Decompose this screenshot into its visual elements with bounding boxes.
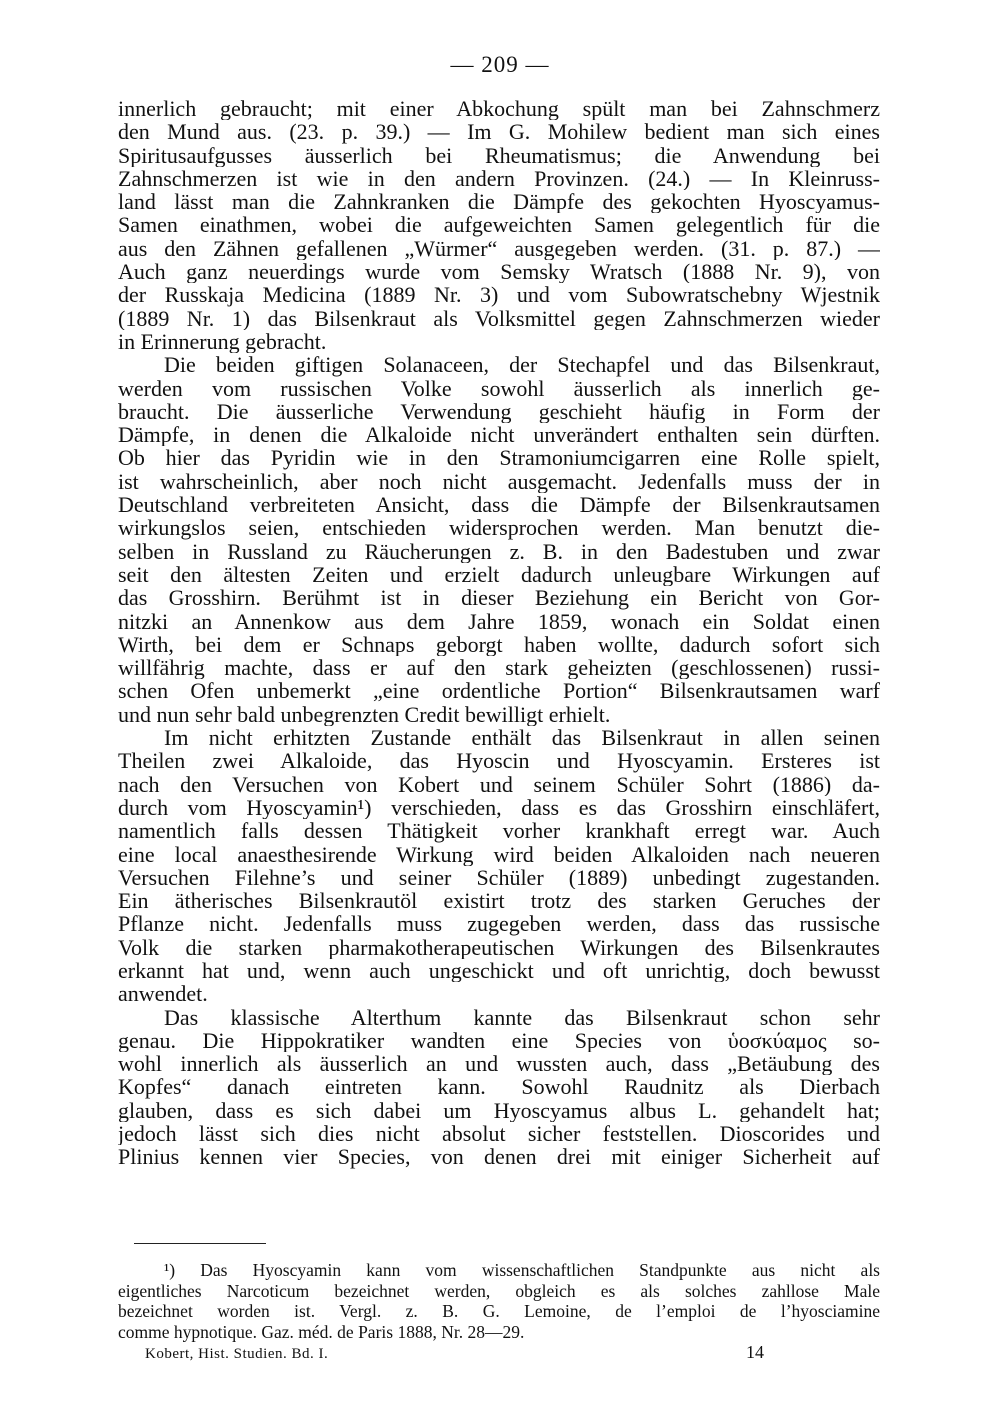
footer-sheet-number: 14: [746, 1342, 764, 1362]
text-line: Deutschland verbreiteten Ansicht, dass die Dämpfe der Bilsenkrautsamen: [118, 493, 880, 517]
text-line: Ob hier das Pyridin wie in den Stramoniumcigarren eine Rolle spielt,: [118, 446, 880, 470]
footnote-line: ¹) Das Hyoscyamin kann vom wissenschaftlichen Standpunkte aus nicht als: [164, 1260, 880, 1280]
footnote-divider: [134, 1243, 266, 1244]
text-line: schen Ofen unbemerkt „eine ordentliche Portion“ Bilsenkrautsamen warf: [118, 679, 880, 703]
text-line: glauben, dass es sich dabei um Hyoscyamus albus L. gehandelt hat;: [118, 1098, 880, 1123]
text-line: aus den Zähnen gefallenen „Würmer“ ausgegeben werden. (31. p. 87.) —: [118, 236, 880, 261]
text-line: Die beiden giftigen Solanaceen, der Stechapfel und das Bilsenkraut,: [164, 353, 880, 377]
text-line: eine local anaesthesirende Wirkung wird beiden Alkaloiden nach neueren: [118, 842, 880, 866]
text-line: Kopfes“ danach eintreten kann. Sowohl Raudnitz als Dierbach: [118, 1075, 880, 1099]
text-line: Plinius kennen vier Species, von denen drei mit einiger Sicherheit auf: [118, 1145, 880, 1169]
text-line: den Mund aus. (23. p. 39.) — Im G. Mohilew bedient man sich eines: [118, 120, 880, 144]
body-text: [118, 97, 880, 1169]
text-line: Dämpfe, in denen die Alkaloide nicht unverändert enthalten sein dürften.: [118, 423, 880, 447]
text-line: anwendet.: [118, 982, 208, 1006]
text-line: Auch ganz neuerdings wurde vom Semsky Wratsch (1888 Nr. 9), von: [118, 260, 880, 284]
text-line: Zahnschmerzen ist wie in den andern Provinzen. (24.) — In Kleinruss-: [118, 166, 880, 191]
text-line: durch vom Hyoscyamin¹) verschieden, dass es das Grosshirn einschläfert,: [118, 795, 880, 820]
text-line: braucht. Die äusserliche Verwendung geschieht häufig in Form der: [118, 399, 880, 424]
footnote-line: comme hypnotique. Gaz. méd. de Paris 1888, Nr. 28—29.: [118, 1321, 525, 1342]
text-line: nach den Versuchen von Kobert und seinem Schüler Sohrt (1886) da-: [118, 772, 880, 796]
text-line: Das klassische Alterthum kannte das Bilsenkraut schon sehr: [164, 1005, 880, 1029]
text-line: Ein ätherisches Bilsenkrautöl existirt trotz des starken Geruches der: [118, 889, 880, 913]
text-line: Versuchen Filehne’s und seiner Schüler (1889) unbedingt zugestanden.: [118, 865, 880, 890]
text-line: Pflanze nicht. Jedenfalls muss zugegeben werden, dass das russische: [118, 912, 880, 936]
text-line: willfährig machte, dass er auf den stark geheizten (geschlossenen) russi-: [118, 656, 880, 680]
page-number-header: — 209 —: [450, 52, 550, 77]
text-line: in Erinnerung gebracht.: [118, 329, 327, 354]
text-line: Wirth, bei dem er Schnaps geborgt haben wollte, dadurch sofort sich: [118, 632, 880, 657]
footer-signature: Kobert, Hist. Studien. Bd. I.: [145, 1346, 329, 1362]
footnote-line: eigentliches Narcoticum bezeichnet werden, obgleich es als solches zahllose Male: [118, 1280, 880, 1301]
text-line: wohl innerlich als äusserlich an und wussten auch, dass „Betäubung des: [118, 1052, 880, 1076]
footnote-line: bezeichnet worden ist. Vergl. z. B. G. Lemoine, de l’emploi de l’hyosciamine: [118, 1301, 880, 1321]
text-line: nitzki an Annenkow aus dem Jahre 1859, wonach ein Soldat einen: [118, 609, 880, 633]
text-line: erkannt hat und, wenn auch ungeschickt und oft unrichtig, doch bewusst: [118, 958, 880, 983]
text-line: selben in Russland zu Räucherungen z. B. in den Badestuben und zwar: [118, 539, 880, 563]
text-line: Samen einathmen, wobei die aufgeweichten Samen gelegentlich für die: [118, 213, 880, 237]
text-line: seit den ältesten Zeiten und erzielt dadurch unleugbare Wirkungen auf: [118, 562, 880, 587]
text-line: und nun sehr bald unbegrenzten Credit bewilligt erhielt.: [118, 702, 611, 727]
text-line: Theilen zwei Alkaloide, das Hyoscin und Hyoscyamin. Ersteres ist: [118, 749, 880, 773]
text-line: Volk die starken pharmakotherapeutischen Wirkungen des Bilsenkrautes: [118, 935, 880, 959]
text-line: (1889 Nr. 1) das Bilsenkraut als Volksmittel gegen Zahnschmerzen wieder: [118, 306, 880, 330]
text-line: werden vom russischen Volke sowohl äusserlich als innerlich ge-: [118, 376, 880, 400]
text-line: namentlich falls dessen Thätigkeit vorher krankhaft erregt war. Auch: [118, 819, 880, 843]
text-line: genau. Die Hippokratiker wandten eine Species von ὑοσκύαμος so-: [118, 1028, 880, 1053]
text-line: das Grosshirn. Berühmt ist in dieser Beziehung ein Bericht von Gor-: [118, 586, 880, 610]
footnote: [118, 1260, 880, 1342]
text-line: land lässt man die Zahnkranken die Dämpfe des gekochten Hyoscyamus-: [118, 190, 880, 214]
text-line: innerlich gebraucht; mit einer Abkochung spült man bei Zahnschmerz: [118, 97, 880, 121]
text-line: jedoch lässt sich dies nicht absolut sicher feststellen. Dioscorides und: [118, 1122, 880, 1146]
text-line: ist wahrscheinlich, aber noch nicht ausgemacht. Jedenfalls muss der in: [118, 469, 880, 494]
text-line: Im nicht erhitzten Zustande enthält das Bilsenkraut in allen seinen: [164, 726, 880, 750]
text-line: wirkungslos seien, entschieden widersprochen werden. Man benutzt die-: [118, 516, 880, 540]
text-line: der Russkaja Medicina (1889 Nr. 3) und vom Subowratschebny Wjestnik: [118, 283, 880, 307]
text-line: Spiritusaufgusses äusserlich bei Rheumatismus; die Anwendung bei: [118, 143, 880, 167]
